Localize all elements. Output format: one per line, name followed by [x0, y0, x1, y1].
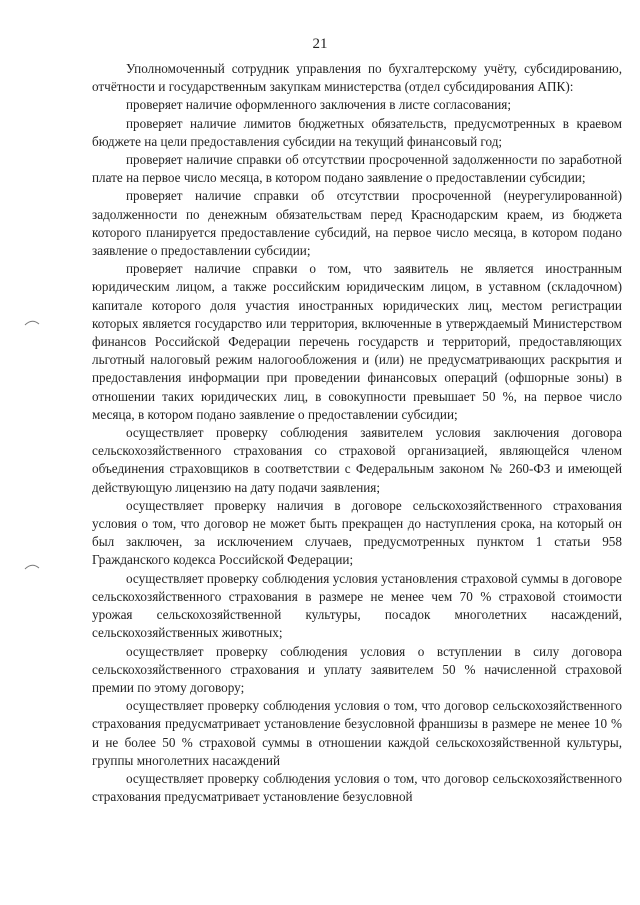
paragraph: проверяет наличие справки о том, что заявитель не является иностранным юридическим лицом, а также российским юридическим лицом, в уставном (складочном) капитале которого доля участия иностранных юридических лиц, местом регистрации которых является государство или территория, включенные в утверждаемый Министерством финансов Российской Федерации перечень государств и территорий, предоставляющих льготный налоговый режим налогообложения и (или) не предусматривающих раскрытия и предоставления информации при проведении финансовых операций (офшорные зоны) в отношении таких юридических лиц, в совокупности превышает 50 %, на первое число месяца, в котором подано заявление о предоставлении субсидии; — [92, 261, 622, 422]
paragraph: осуществляет проверку соблюдения условия о вступлении в силу договора сельскохозяйственного страхования и уплату заявителем 50 % начисленной страховой премии по этому договору; — [92, 643, 622, 695]
margin-hole-mark — [24, 318, 40, 326]
paragraph: осуществляет проверку соблюдения условия о том, что договор сельскохозяйственного страхования предусматривает установление безусловной — [92, 770, 622, 805]
paragraph: Уполномоченный сотрудник управления по бухгалтерскому учёту, субсидированию, отчётности и государственным закупкам министерства (отдел субсидирования АПК): — [92, 61, 622, 95]
paragraph: осуществляет проверку наличия в договоре сельскохозяйственного страхования условия о том, что договор не может быть прекращен до наступления срока, на который он был заключен, за исключением случаев, предусмотренных пунктом 1 статьи 958 Гражданского кодекса Российской Федерации; — [92, 497, 622, 568]
margin-hole-mark — [24, 562, 40, 570]
paragraph: осуществляет проверку соблюдения условия о том, что договор сельскохозяйственного страхования предусматривает установление безусловной франшизы в размере не менее 10 % и не более 50 % страховой суммы в отношении каждой сельскохозяйственной культуры, группы многолетних насаждений — [92, 698, 622, 768]
paragraph: проверяет наличие лимитов бюджетных обязательств, предусмотренных в краевом бюджете на цели предоставления субсидии на текущий финансовый год; — [92, 115, 622, 149]
paragraph: проверяет наличие справки об отсутствии просроченной задолженности по заработной плате на первое число месяца, в котором подано заявление о предоставлении субсидии; — [92, 152, 622, 186]
paragraph: осуществляет проверку соблюдения условия установления страховой суммы в договоре сельскохозяйственного страхования в размере не менее чем 70 % страховой стоимости урожая сельскохозяйственной культуры, посадок многолетних насаждений, сельскохозяйственных животных; — [92, 570, 622, 641]
paragraph: проверяет наличие справки об отсутствии просроченной (неурегулированной) задолженности по денежным обязательствам перед Краснодарским краем, из бюджета которого планируется предоставление субсидий, на первое число месяца, в котором подано заявление о предоставлении субсидии; — [92, 188, 622, 259]
paragraph: осуществляет проверку соблюдения заявителем условия заключения договора сельскохозяйственного страхования со страховой организацией, являющейся членом объединения страховщиков в соответствии с Федеральным законом № 260-ФЗ и имеющей действующую лицензию на дату подачи заявления; — [92, 425, 622, 495]
document-body — [92, 60, 622, 806]
page-number: 21 — [312, 36, 328, 52]
paragraph: проверяет наличие оформленного заключения в листе согласования; — [126, 97, 512, 113]
